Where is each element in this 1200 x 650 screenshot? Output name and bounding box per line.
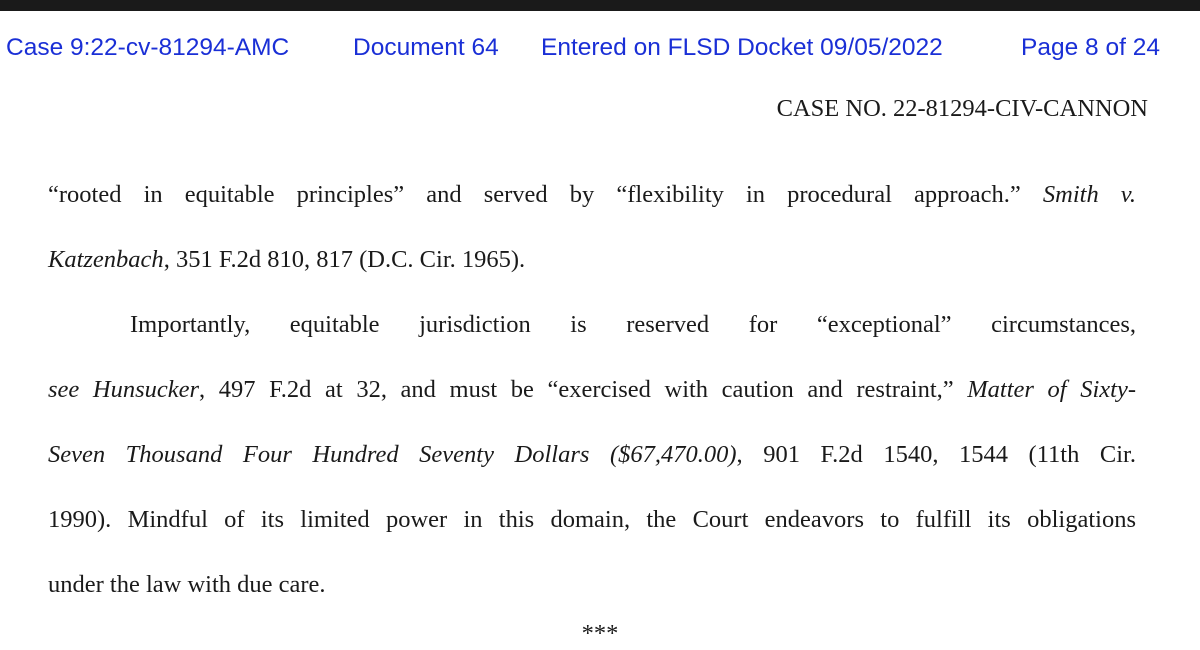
docket-document-number: Document 64 <box>353 34 499 61</box>
paragraph-2-text: , 497 F.2d at 32, and must be “exercised with caution and restraint,” <box>199 376 954 403</box>
docket-header <box>0 34 1200 70</box>
paragraph-1 <box>48 162 1136 292</box>
case-citation-katzenbach: Katzenbach <box>48 246 164 273</box>
citation-reporter-2: , 901 F.2d 1540, 1544 (11th Cir. <box>736 441 1136 468</box>
paragraph-2-line-5: under the law with due care. <box>48 571 326 598</box>
docket-page-number: Page 8 of 24 <box>1021 34 1160 61</box>
case-citation-title-continued: Seven Thousand Four Hundred Seventy Dollars ($67,470.00) <box>48 441 737 468</box>
section-break-asterisks: *** <box>581 620 619 647</box>
case-number-heading: CASE NO. 22-81294-CIV-CANNON <box>776 95 1148 122</box>
case-citation-hunsucker: see Hunsucker <box>48 376 200 403</box>
paragraph-2-line-3 <box>48 422 1136 487</box>
citation-reporter: , 351 F.2d 810, 817 (D.C. Cir. 1965). <box>163 246 526 273</box>
paragraph-2-line-1: Importantly, equitable jurisdiction is reserved for “exceptional” circumstances, <box>130 311 1136 338</box>
paragraph-1-line-2 <box>48 227 1136 292</box>
case-citation-smith: Smith v. <box>1042 181 1136 208</box>
paragraph-1-text: “rooted in equitable principles” and served by “flexibility in procedural approach.” <box>48 181 1021 208</box>
docket-case-number: Case 9:22-cv-81294-AMC <box>6 34 290 61</box>
paragraph-2-line-4: 1990). Mindful of its limited power in this domain, the Court endeavors to fulfill its obligations <box>48 506 1136 533</box>
docket-entered-date: Entered on FLSD Docket 09/05/2022 <box>541 34 943 61</box>
paragraph-2-line-2 <box>48 357 1136 422</box>
top-border-bar <box>0 0 1200 11</box>
case-citation-matter-of-sixty: Matter of Sixty- <box>967 376 1136 403</box>
paragraph-2 <box>48 292 1136 617</box>
paragraph-1-line-1 <box>48 162 1136 227</box>
